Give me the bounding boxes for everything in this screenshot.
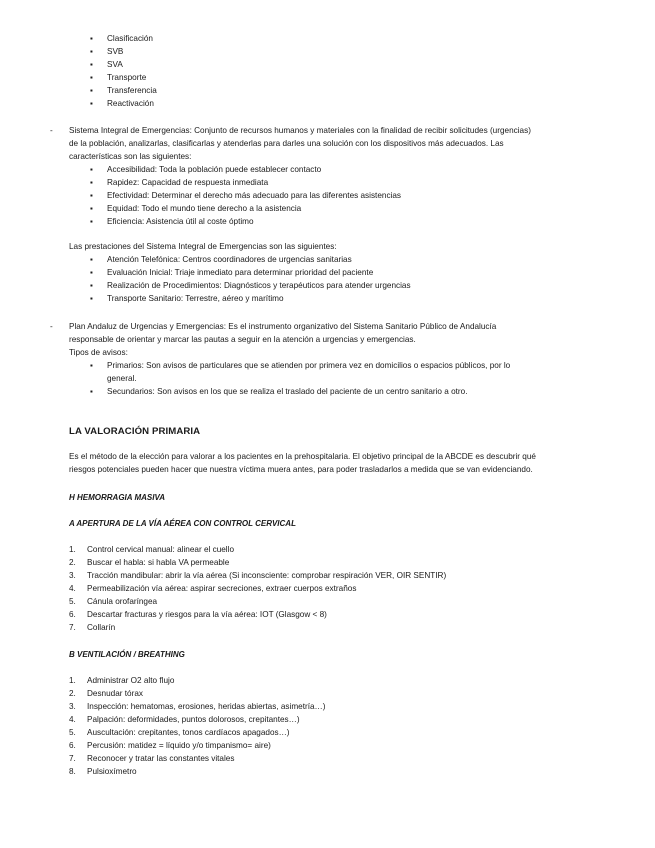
- list-item: ▪ Transporte Sanitario: Terrestre, aéreo y marítimo: [107, 292, 284, 305]
- dash-marker: -: [50, 126, 53, 135]
- list-number: 3.: [69, 702, 76, 711]
- list-number: 7.: [69, 623, 76, 632]
- subsection-heading: B VENTILACIÓN / BREATHING: [69, 650, 185, 659]
- paragraph-line: responsable de orientar y marcar las pautas a seguir en la atención a urgencias y emergencias.: [69, 335, 416, 344]
- list-item: ▪ Efectividad: Determinar el derecho más adecuado para las diferentes asistencias: [107, 189, 401, 202]
- list-item: Administrar O2 alto flujo: [87, 676, 175, 685]
- paragraph-line: Plan Andaluz de Urgencias y Emergencias: Es el instrumento organizativo del Sistema Sanitario Público de Andalucía: [69, 322, 497, 331]
- paragraph-line: Tipos de avisos:: [69, 348, 128, 357]
- list-item: ▪ Atención Telefónica: Centros coordinadores de urgencias sanitarias: [107, 253, 352, 266]
- list-item: Palpación: deformidades, puntos dolorosos, crepitantes…): [87, 715, 300, 724]
- subsection-heading: A APERTURA DE LA VÍA AÉREA CON CONTROL CERVICAL: [69, 519, 296, 528]
- list-item: Pulsioxímetro: [87, 767, 137, 776]
- list-number: 3.: [69, 571, 76, 580]
- list-item: ▪ Equidad: Todo el mundo tiene derecho a la asistencia: [107, 202, 301, 215]
- list-item: Buscar el habla: si habla VA permeable: [87, 558, 230, 567]
- list-number: 2.: [69, 558, 76, 567]
- paragraph-line: de la población, analizarlas, clasificarlas y atenderlas para darles una solución con los dispositivos más adecuados. Las: [69, 139, 504, 148]
- paragraph-line: Las prestaciones del Sistema Integral de Emergencias son las siguientes:: [69, 242, 337, 251]
- paragraph-line: riesgos potenciales pueden hacer que nuestra víctima muera antes, para poder trasladarlos a medida que se van evidenciando.: [69, 465, 533, 474]
- list-item: Tracción mandibular: abrir la vía aérea (Si inconsciente: comprobar respiración VER, OIR SENTIR): [87, 571, 447, 580]
- list-number: 6.: [69, 610, 76, 619]
- list-item: ▪ Primarios: Son avisos de particulares que se atienden por primera vez en domicilios o espacios públicos, por lo: [107, 359, 510, 372]
- list-number: 1.: [69, 545, 76, 554]
- list-number: 4.: [69, 715, 76, 724]
- subsection-heading: H HEMORRAGIA MASIVA: [69, 493, 165, 502]
- list-item: ▪ Clasificación: [107, 32, 153, 45]
- list-item: Auscultación: crepitantes, tonos cardíacos apagados…): [87, 728, 290, 737]
- list-number: 4.: [69, 584, 76, 593]
- paragraph-line: Es el método de la elección para valorar a los pacientes en la prehospitalaria. El objetivo principal de la ABCDE es descubrir qué: [69, 452, 536, 461]
- list-number: 5.: [69, 728, 76, 737]
- list-item: ▪ Secundarios: Son avisos en los que se realiza el traslado del paciente de un centro sanitario a otro.: [107, 385, 467, 398]
- list-item: Collarín: [87, 623, 116, 632]
- section-heading: LA VALORACIÓN PRIMARIA: [69, 426, 201, 437]
- list-item: ▪ Realización de Procedimientos: Diagnósticos y terapéuticos para atender urgencias: [107, 279, 411, 292]
- list-item: ▪ SVB: [107, 45, 123, 58]
- list-number: 6.: [69, 741, 76, 750]
- list-number: 8.: [69, 767, 76, 776]
- list-number: 5.: [69, 597, 76, 606]
- list-number: 1.: [69, 676, 76, 685]
- list-item: ▪ Evaluación Inicial: Triaje inmediato para determinar prioridad del paciente: [107, 266, 373, 279]
- list-item: ▪ Accesibilidad: Toda la población puede establecer contacto: [107, 163, 321, 176]
- list-number: 2.: [69, 689, 76, 698]
- list-item: ▪ Rapidez: Capacidad de respuesta inmediata: [107, 176, 268, 189]
- list-item: Percusión: matidez = líquido y/o timpanismo= aire): [87, 741, 271, 750]
- paragraph-line: Sistema Integral de Emergencias: Conjunto de recursos humanos y materiales con la finalidad de recibir solicitudes (urgencias): [69, 126, 531, 135]
- list-item-continuation: general.: [107, 374, 137, 383]
- paragraph-line: características son las siguientes:: [69, 152, 192, 161]
- list-item: Cánula orofaríngea: [87, 597, 158, 606]
- list-number: 7.: [69, 754, 76, 763]
- list-item: Permeabilización vía aérea: aspirar secreciones, extraer cuerpos extraños: [87, 584, 357, 593]
- list-item: ▪ Eficiencia: Asistencia útil al coste óptimo: [107, 215, 254, 228]
- list-item: Descartar fracturas y riesgos para la vía aérea: IOT (Glasgow < 8): [87, 610, 327, 619]
- list-item: Inspección: hematomas, erosiones, heridas abiertas, asimetría…): [87, 702, 326, 711]
- list-item: ▪ Reactivación: [107, 97, 154, 110]
- list-item: Control cervical manual: alinear el cuello: [87, 545, 234, 554]
- list-item: Reconocer y tratar las constantes vitales: [87, 754, 235, 763]
- list-item: Desnudar tórax: [87, 689, 143, 698]
- list-item: ▪ Transferencia: [107, 84, 157, 97]
- dash-marker: -: [50, 322, 53, 331]
- list-item: ▪ Transporte: [107, 71, 146, 84]
- list-item: ▪ SVA: [107, 58, 123, 71]
